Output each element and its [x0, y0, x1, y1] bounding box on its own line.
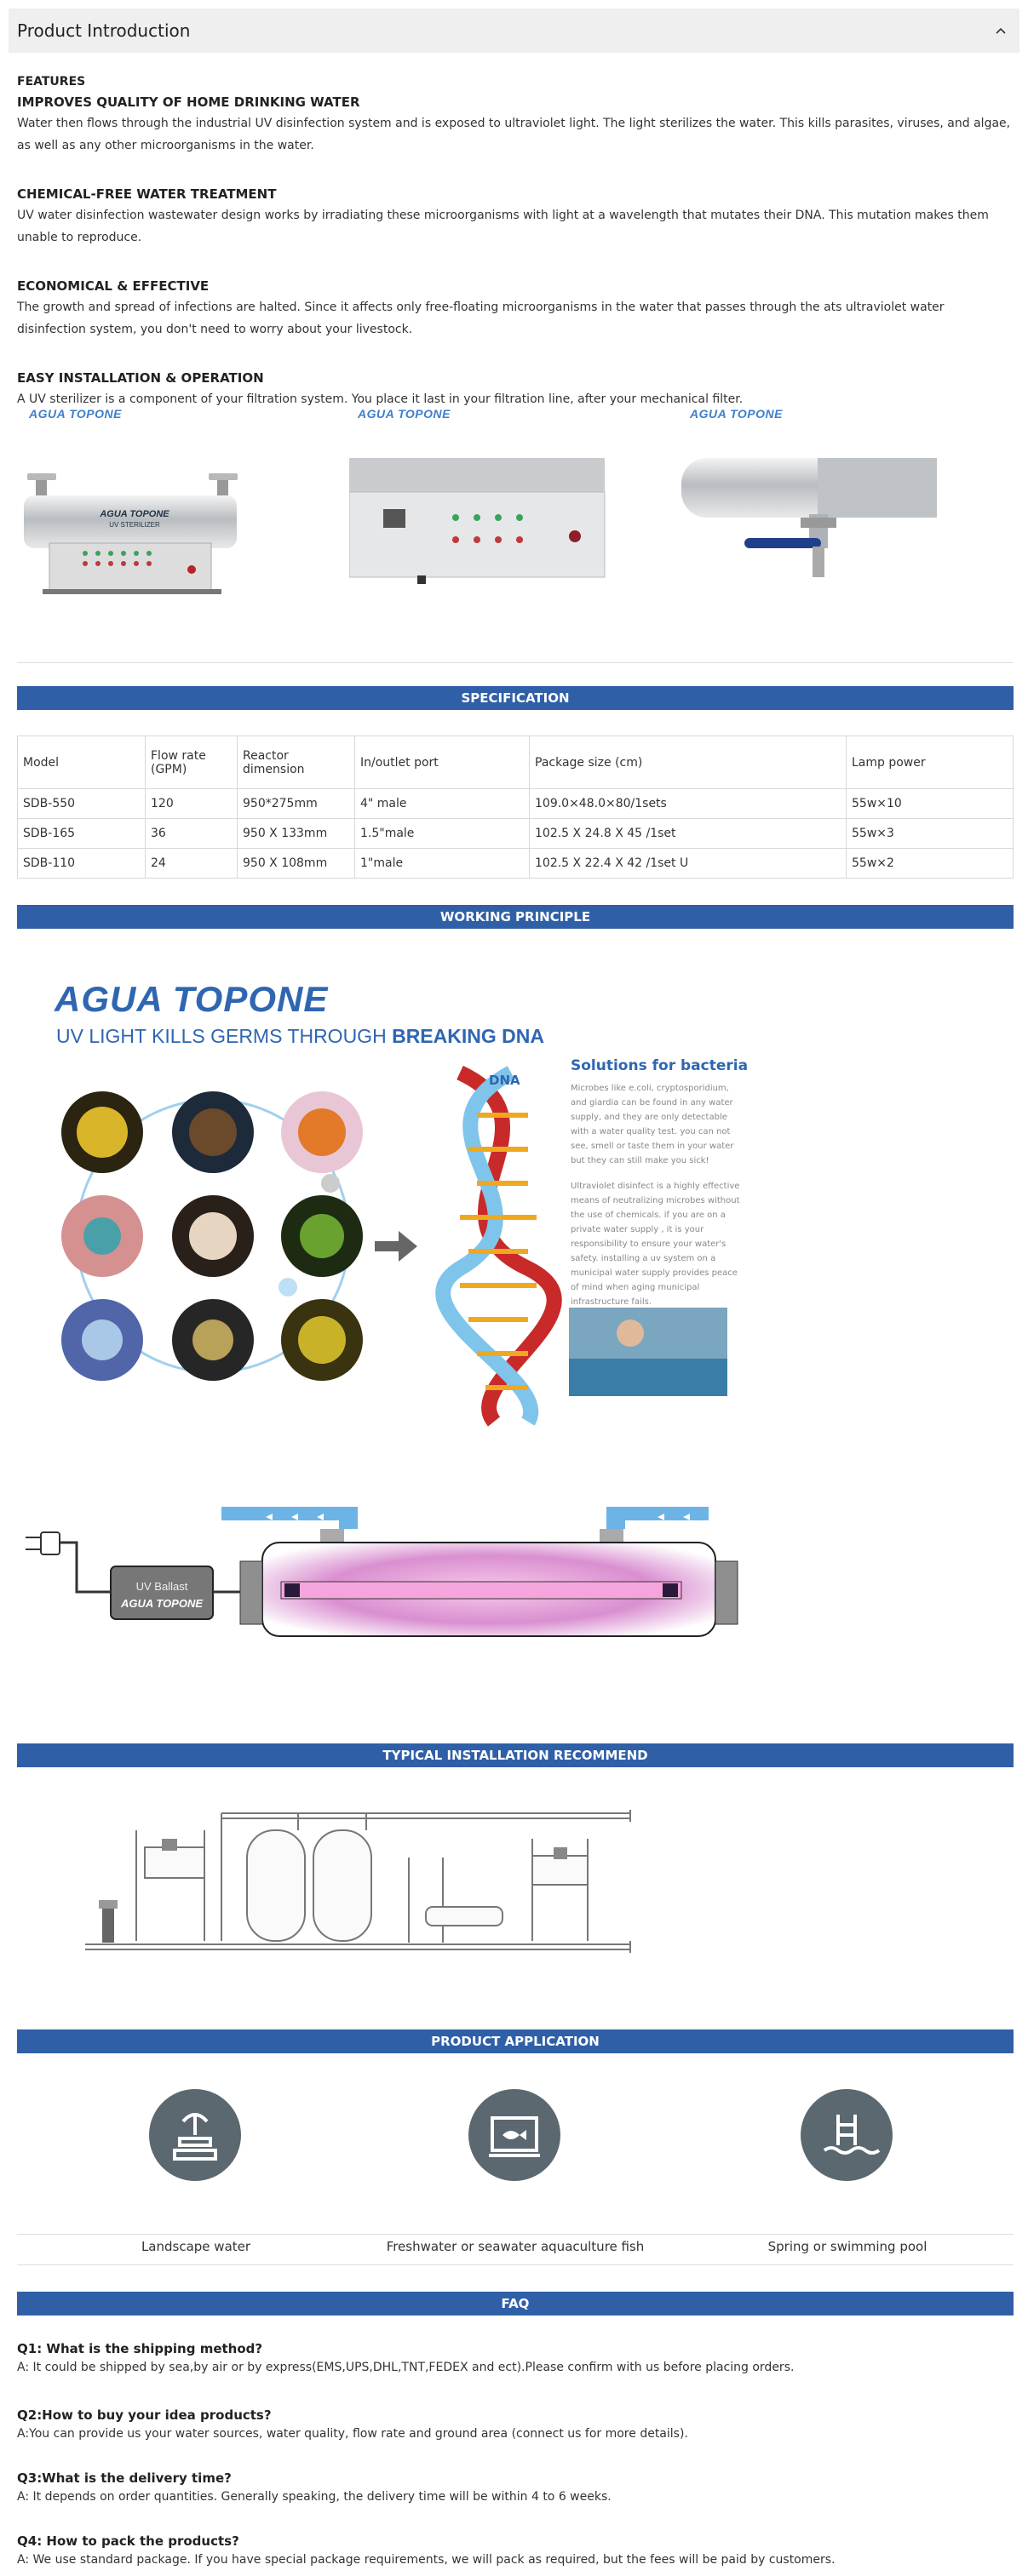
faq-item: [17, 2532, 1014, 2569]
table-cell: SDB-165: [18, 819, 146, 849]
tagline-text: UV LIGHT KILLS GERMS THROUGH: [56, 1025, 393, 1047]
solutions-title: Solutions for bacteria: [571, 1057, 749, 1074]
divider: [17, 2234, 1014, 2235]
installation-diagram: [85, 1805, 647, 1966]
brand-logo: AGUA TOPONE: [29, 407, 122, 421]
feature-text: Water then flows through the industrial UV disinfection system and is exposed to ultraviolet light. The light sterilizes the water. This kills parasites, viruses, and algae, as well as any other microorganisms in the water.: [17, 117, 1011, 152]
table-row: [18, 819, 1014, 849]
product-images-row: [17, 407, 1014, 611]
features-heading: FEATURES: [17, 75, 86, 89]
solutions-paragraph: Ultraviolet disinfect is a highly effective means of neutralizing microbes without the use of chemicals. if you are on a private water supply , it is your responsibility to ensure your water's safety. installing a uv system on a municipal water supply provides peace of mind when aging municipal infrastructure fails.: [571, 1182, 740, 1307]
table-cell: 36: [146, 819, 238, 849]
faq-question: Q4: How to pack the products?: [17, 2533, 239, 2549]
table-cell: 102.5 X 22.4 X 42 /1set U: [530, 849, 847, 879]
table-header-cell: Flow rate (GPM): [146, 736, 238, 789]
specification-bar: SPECIFICATION: [17, 686, 1014, 710]
valve-illustration: [681, 432, 954, 603]
svg-text:UV Ballast: UV Ballast: [135, 1580, 188, 1593]
uv-reactor-illustration: [17, 1473, 767, 1694]
faq-item: [17, 2339, 1014, 2377]
swimming-pool-icon: [801, 2089, 893, 2181]
typical-installation-bar: TYPICAL INSTALLATION RECOMMEND: [17, 1743, 1014, 1767]
tagline-emphasis: BREAKING DNA: [392, 1025, 544, 1047]
section-title: Product Introduction: [17, 20, 191, 41]
specification-table: [17, 736, 1014, 879]
table-header-cell: Reactor dimension: [238, 736, 355, 789]
application-card: [47, 2060, 345, 2256]
faq-item: [17, 2469, 1014, 2506]
table-cell: SDB-550: [18, 789, 146, 819]
faq-question: Q1: What is the shipping method?: [17, 2341, 263, 2356]
solutions-paragraph: Microbes like e.coli, cryptosporidium, and giardia can be found in any water supply, and they are only detectable with a water quality test. you can not see, smell or taste them in your water but they can still make you sick!: [571, 1084, 734, 1165]
working-principle-infographic: [17, 936, 767, 1447]
table-header-cell: Model: [18, 736, 146, 789]
table-cell: 120: [146, 789, 238, 819]
feature-text: The growth and spread of infections are halted. Since it affects only free-floating microorganisms in the water that passes through the ats ultraviolet water disinfection system, you don't need to worry about your livestock.: [17, 301, 945, 336]
feature-title: CHEMICAL-FREE WATER TREATMENT: [17, 186, 277, 202]
agua-topone-logo: AGUA TOPONE: [55, 979, 329, 1019]
table-row: [18, 849, 1014, 879]
faq-answer: A: We use standard package. If you have special package requirements, we will pack as required, but the fees will be paid by customers.: [17, 2553, 836, 2567]
product-image-sterilizer: [17, 407, 315, 611]
table-cell: 950*275mm: [238, 789, 355, 819]
table-cell: 55w×2: [847, 849, 1014, 879]
divider: [17, 662, 1014, 663]
fountain-icon: [149, 2089, 241, 2181]
table-cell: 4" male: [355, 789, 530, 819]
product-image-valve: [681, 407, 979, 611]
feature-title: IMPROVES QUALITY OF HOME DRINKING WATER: [17, 94, 360, 110]
table-header-cell: In/outlet port: [355, 736, 530, 789]
application-card: [366, 2060, 664, 2256]
faq-question: Q2:How to buy your idea products?: [17, 2407, 272, 2423]
control-panel-illustration: [349, 458, 613, 586]
feature-title: ECONOMICAL & EFFECTIVE: [17, 278, 210, 294]
table-cell: 1"male: [355, 849, 530, 879]
faq-item: [17, 2406, 1014, 2443]
svg-text:UV STERILIZER: UV STERILIZER: [109, 521, 160, 529]
faq-answer: A: It could be shipped by sea,by air or by express(EMS,UPS,DHL,TNT,FEDEX and ect).Please confirm with us before placing orders.: [17, 2361, 795, 2374]
feature-title: EASY INSTALLATION & OPERATION: [17, 370, 264, 386]
svg-text:AGUA TOPONE: AGUA TOPONE: [100, 509, 169, 519]
features-section: [17, 66, 1014, 410]
divider: [17, 2264, 1014, 2265]
application-label: Landscape water: [141, 2239, 251, 2254]
brand-logo: AGUA TOPONE: [690, 407, 783, 421]
faq-question: Q3:What is the delivery time?: [17, 2470, 232, 2486]
installation-schematic: [85, 1805, 647, 1966]
feature-text: UV water disinfection wastewater design works by irradiating these microorganisms with light at a wavelength that mutates their DNA. This mutation makes them unable to reproduce.: [17, 209, 989, 244]
application-grid: [17, 2060, 1014, 2256]
table-cell: 102.5 X 24.8 X 45 /1set: [530, 819, 847, 849]
table-cell: 950 X 133mm: [238, 819, 355, 849]
application-card: [698, 2060, 996, 2256]
feature-text: A UV sterilizer is a component of your filtration system. You place it last in your filtration line, after your mechanical filter.: [17, 392, 744, 406]
chevron-up-icon[interactable]: [994, 24, 1008, 37]
application-label: Freshwater or seawater aquaculture fish: [386, 2239, 645, 2254]
brand-logo: AGUA TOPONE: [358, 407, 451, 421]
table-row: [18, 789, 1014, 819]
table-cell: 109.0×48.0×80/1sets: [530, 789, 847, 819]
working-principle-bar: WORKING PRINCIPLE: [17, 905, 1014, 929]
application-label: Spring or swimming pool: [767, 2239, 927, 2254]
tagline: [56, 1025, 544, 1048]
table-cell: 24: [146, 849, 238, 879]
svg-text:AGUA TOPONE: AGUA TOPONE: [120, 1597, 204, 1610]
fish-tank-icon: [468, 2089, 560, 2181]
faq-answer: A:You can provide us your water sources, water quality, flow rate and ground area (connect us for more details).: [17, 2427, 688, 2441]
product-introduction-header[interactable]: [9, 9, 1019, 53]
table-header-cell: Lamp power: [847, 736, 1014, 789]
product-application-bar: PRODUCT APPLICATION: [17, 2029, 1014, 2053]
table-cell: 55w×3: [847, 819, 1014, 849]
faq-answer: A: It depends on order quantities. Generally speaking, the delivery time will be within 4 to 6 weeks.: [17, 2490, 612, 2504]
table-cell: SDB-110: [18, 849, 146, 879]
table-cell: 950 X 108mm: [238, 849, 355, 879]
table-header-cell: Package size (cm): [530, 736, 847, 789]
faq-bar: FAQ: [17, 2292, 1014, 2316]
table-cell: 1.5"male: [355, 819, 530, 849]
table-header-row: [18, 736, 1014, 789]
table-cell: 55w×10: [847, 789, 1014, 819]
uv-sterilizer-illustration: [17, 429, 315, 608]
product-image-control-panel: [349, 407, 647, 611]
uv-reactor-diagram: [17, 1473, 767, 1694]
dna-label: DNA: [489, 1073, 520, 1088]
